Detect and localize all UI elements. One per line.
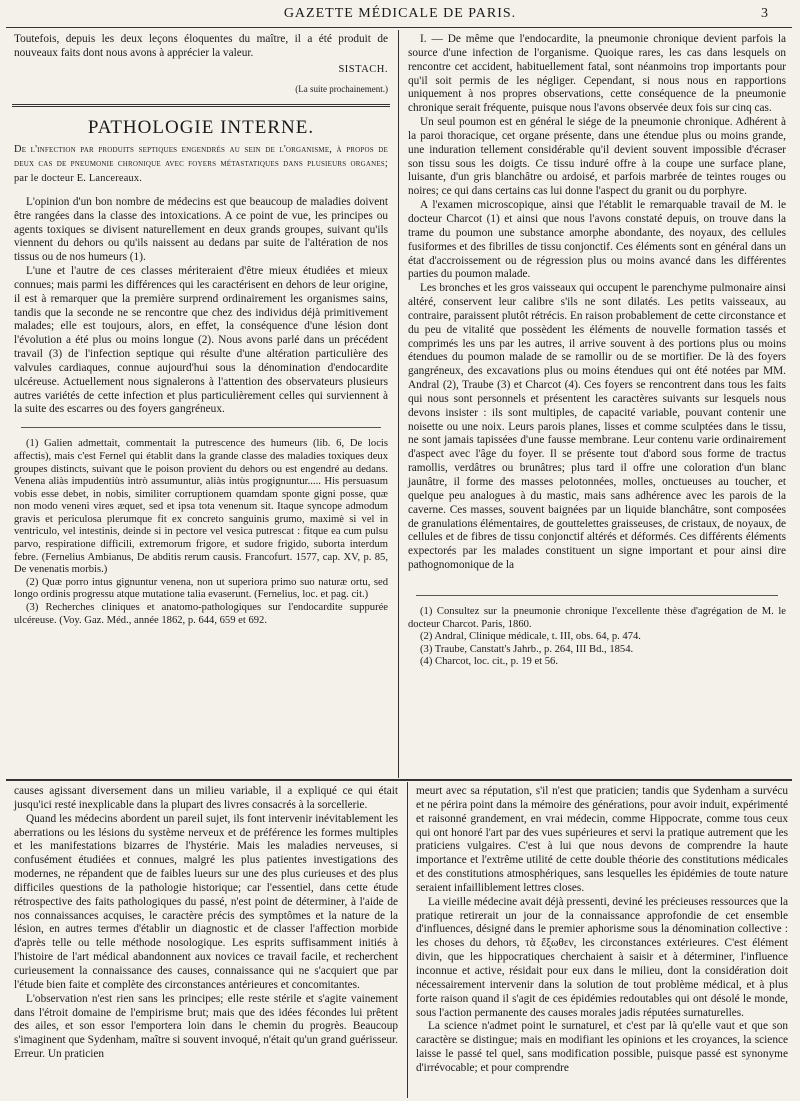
article-separator [12, 104, 390, 107]
body-paragraph: meurt avec sa réputation, s'il n'est que praticien; tandis que Sydenham a survécu et ne périra point dans la mémoire des générations, pour avoir induit, expérimenté et raisonné grandement, en vrai médecin, comme Hippocrate, comme tous ceux qui ont honoré l'art par des vues supérieures et servi la pratique autrement que les praticiens vulgaires. C'est à lui que nous devons de comprendre la haute importance et l'extrême utilité de cette double théorie des constitutions médicales et des constitutions atmosphériques, sans lesquelles les épidémies de toute nature seraient infailliblement lettres closes. [416, 785, 788, 894]
footnote: (2) Quæ porro intus gignuntur venena, non ut superiora primo suo naturæ ortu, sed longo ordinis progressu atque mutatione talia evaserunt. (Fernelius, loc. et pag. cit.) [14, 576, 388, 601]
column-divider-top [398, 30, 399, 778]
page-header [0, 0, 800, 26]
page-number: 3 [761, 6, 768, 21]
header-rule [6, 27, 792, 28]
footnote: (3) Traube, Canstatt's Jahrb., p. 264, III Bd., 1854. [420, 643, 634, 655]
journal-title: GAZETTE MÉDICALE DE PARIS. [283, 6, 517, 21]
author-signature: SISTACH. [338, 63, 388, 75]
footnote: (3) Recherches cliniques et anatomo-pathologiques sur l'endocardite suppurée ulcéreuse. (Voy. Gaz. Méd., année 1862, p. 644, 659 et 692. [14, 602, 388, 626]
footnotes-right [408, 606, 786, 669]
body-paragraph: L'opinion d'un bon nombre de médecins est que beaucoup de maladies doivent être rangées dans la classe des intoxications. A ce point de vue, les principes ou agents toxiques se divisent naturellement en deux grands groupes, suivant qu'ils viennent du dehors ou qu'ils naissent au dedans par suite de l'altération de nos tissus ou de nos humeurs (1). [14, 195, 388, 264]
body-paragraph: I. — De même que l'endocardite, la pneumonie chronique devient parfois la source d'une infection de l'organisme. Quoique rares, les cas dans lesquels on rencontre cet accident, habituellement fatal, sont néanmoins trop importants pour qu'il soit permis de les négliger. Cependant, si nous nous en rapportions uniquement à nos propres observations, cette conséquence de la pneumonie chronique serait fréquente, puisque nous l'avons observée deux fois sur cinq cas. [408, 33, 786, 115]
body-paragraph: La science n'admet point le surnaturel, et c'est par là qu'elle vaut et que son caractère se distingue; mais en modifiant les opinions et les croyances, la science laisse le passé tel quel, sans modification possible, puisque passé est synonyme d'irrévocable; et pour comprendre [416, 1020, 788, 1074]
body-paragraph: L'une et l'autre de ces classes mériteraient d'être mieux étudiées et mieux connues; mais parmi les différences qui les caractérisent en dehors de leur origine, il est à remarquer que la première surprend ordinairement les organismes sains, tandis que la seconde ne se rencontre que chez des individus déjà primitivement malades; elle est toujours, alors, en effet, la conséquence d'une lésion dont l'évolution a été plus ou moins longue (2). Nous avons parlé dans un précédent travail (3) de l'infection septique qui résulte d'une altération particulière des valvules cardiaques, connue aujourd'hui sous la dénomination d'endocardite ulcéreuse. Actuellement nous signalerons à l'attention des observateurs plusieurs autres variétés de cette infection et plus particulièrement celles qui surviennent à la suite des escarres ou des foyers gangréneux. [14, 265, 388, 416]
bottom-right-column [416, 785, 788, 1076]
body-paragraph: A l'examen microscopique, ainsi que l'établit le remarquable travail de M. le docteur Charcot (1) et ainsi que nous l'avons constaté depuis, on trouve dans la trame du poumon une substance amorphe abondante, des noyaux, des cellules fusiformes et des fibrilles de tissu conjonctif. Ces éléments sont en général dans un état d'accroissement ou de régression plus ou moins avancé dans les différentes parties du poumon malade. [408, 199, 786, 281]
footnote: (2) Andral, Clinique médicale, t. III, obs. 64, p. 474. [420, 631, 641, 643]
article-byline: par le docteur E. Lancereaux. [14, 172, 143, 184]
footnotes-left [14, 438, 388, 627]
section-heading: PATHOLOGIE INTERNE. [87, 117, 315, 139]
body-paragraph: Les bronches et les gros vaisseaux qui occupent le parenchyme pulmonaire ainsi altéré, conservent leur calibre s'ils ne sont dilatés. Les petits vaisseaux, au contraire, paraissent plutôt rétrécis. En raison probablement de cette circonstance et du peu de vitalité que possèdent les éléments de nouvelle formation tassés et comprimés les uns par les autres, il arrive souvent à des portions plus ou moins étendues du poumon malade de se ramollir ou de se mortifier. De là des foyers gangréneux, des excavations plus ou moins étendues qui ont été notées par MM. Andral (2), Traube (3) et Charcot (4). Ces foyers se rencontrent dans tous les faits qui nous sont personnels et présentent les caractères suivants sur lesquels nous devons insister : ils sont multiples, de capacité variable, pouvant contenir une noisette ou une noix. Leurs parois planes, lisses et comme sculptées dans le tissu, ne sont jamais tapissées d'une fausse membrane. Leur contenu varie ordinairement d'aspect avec l'âge du foyer. Il se présente tout d'abord sous forme de tractus ramollis, verdâtres ou brunâtres; plus tard il offre une coloration d'un blanc jaunâtre, il forme des masses pelotonnées, molles, onctueuses au toucher, et quelque peu analogues à du mastic, mais sans adhérence avec les parois de la caverne. Ces masses, souvent baignées par un liquide blanchâtre, sont composées de granulations élémentaires, de gouttelettes graisseuses, de cristaux, de noyaux, de cellules et de fibres de tissu conjonctif altérés et déformés. Ces différents éléments expectorés par les malades constituent un signe important et pour ainsi dire pathognomonique de la [408, 282, 786, 572]
right-column [408, 33, 786, 669]
body-paragraph: Un seul poumon est en général le siége de la pneumonie chronique. Adhérent à la paroi thoracique, cet organe présente, dans une étendue plus ou moins grande, une induration tellement considérable qu'il devient souvent impossible d'écraser son tissu sous les doigts. Ce tissu induré offre à la coupe une surface plane, luisante, d'un gris blanchâtre ou ardoisé, et parfois marbrée de teintes rouges ou noires; ce qui dans certains cas lui donne l'aspect du granit ou du porphyre. [408, 116, 786, 198]
article-title: De l'infection par produits septiques engendrés au sein de l'organisme, à propos de deux cas de pneumonie chronique avec foyers métastatiques dans plusieurs organes; [14, 144, 388, 170]
footnote-rule [416, 595, 779, 596]
closing-paragraph: Toutefois, depuis les deux leçons éloquentes du maître, il a été produit de nouveaux faits dont nous avons à apprécier la valeur. [14, 33, 388, 59]
continued-note: (La suite prochainement.) [295, 83, 388, 94]
body-paragraph: causes agissant diversement dans un milieu variable, il a expliqué ce qui était jusqu'ici resté inexplicable dans la plupart des livres consacrés à la sorcellerie. [14, 785, 398, 811]
body-paragraph: L'observation n'est rien sans les principes; elle reste stérile et s'agite vainement dans l'étroit domaine de l'empirisme brut; mais que des idées fécondes lui prêtent des ailes, et son essor l'emportera loin dans le chemin du progrès. Beaucoup s'imaginent que Sydenham, maître si souvent invoqué, n'était qu'un grand guérisseur. Erreur. Un praticien [14, 992, 398, 1061]
left-column [14, 33, 388, 627]
article-title-block [14, 143, 388, 186]
footnote: (1) Galien admettait, commentait la putrescence des humeurs (lib. 6, De locis affectis), mais c'est Fernel qui établit dans la grande classe des maladies toxiques deux groupes distincts, suivant que le poison provient du dehors ou est engendré au dedans. Venena aliàs impudentiùs intrò assumuntur, aliàs intùs progignuntur..... His persuasum vobis esse debet, in nobis, similiter corruptionem quamdam sponte gigni posse, quæ non modo veneni vires æquet, sed et ipsa tota venenum sit. Itaque syncope admodum gravis et periculosa plerumque fit ex concreto sanguinis grumo, maximè si vel in ventriculo, vel intestinis, deinde si in pectore vel vesica putrescat : fitque ea cum pulsu parvo, respiratione difficili, extremorum frigore, et sudore frigido, suborta interdum febre. (Fernelius Ambianus, De abditis rerum causis. Francofurt. 1577, cap. XV, p. 85, De venenatis morbis.) [14, 438, 388, 576]
footnote: (1) Consultez sur la pneumonie chronique l'excellente thèse d'agrégation de M. le docteur Charcot. Paris, 1860. [408, 605, 786, 630]
section-divider [6, 779, 792, 781]
column-divider-bottom [407, 782, 408, 1098]
body-paragraph: Quand les médecins abordent un pareil sujet, ils font intervenir inévitablement les aberrations ou les lésions du système nerveux et de préférence les formes multiples et les manifestations bizarres de l'hystérie. Mais les maladies nerveuses, si confusément étudiées et connues, malgré les plus patientes investigations des modernes, ne répandent que de faibles lueurs sur une des plus curieuses et des plus difficiles questions de la pathologie historique; car l'essentiel, dans cette étude rétrospective des faits pathologiques du passé, n'est point de déterminer, à l'aide de nos connaissances acquises, le caractère précis des symptômes et la nature de la lésion, en autres termes d'établir un diagnostic et de classer l'affection morbide d'après telle ou telle méthode nosologique. Les esprits suffisamment initiés à l'histoire de l'art médical abandonnent aux novices ce travail facile, et recherchent curieusement la connaissance des causes, connaissance qui ne s'acquiert que par l'étude bien faite et complète des circonstances antérieures et concomitantes. [14, 812, 398, 991]
footnote-rule [21, 427, 380, 428]
footnote: (4) Charcot, loc. cit., p. 19 et 56. [420, 656, 558, 668]
body-paragraph: La vieille médecine avait déjà pressenti, deviné les précieuses ressources que la pratique retirerait un jour de la connaissance approfondie de cet ensemble d'influences, désigné dans le premier aphorisme sous la dénomination collective : les choses du dehors, τὰ ἔξωθεν, les circonstances extérieures. C'est élément divin, que les hippocratiques cherchaient à saisir et à déterminer, l'influence inconnue et active, résidait pour eux dans le milieu, dont la considération doit nécessairement intervenir dans la solution de tout problème médical, et à plus forte raison quand il s'agit de ces épidémies redoutables qui ont désolé le monde, sous l'action permanente des causes morales jadis réputées surnaturelles. [416, 895, 788, 1019]
bottom-left-column [14, 785, 398, 1062]
